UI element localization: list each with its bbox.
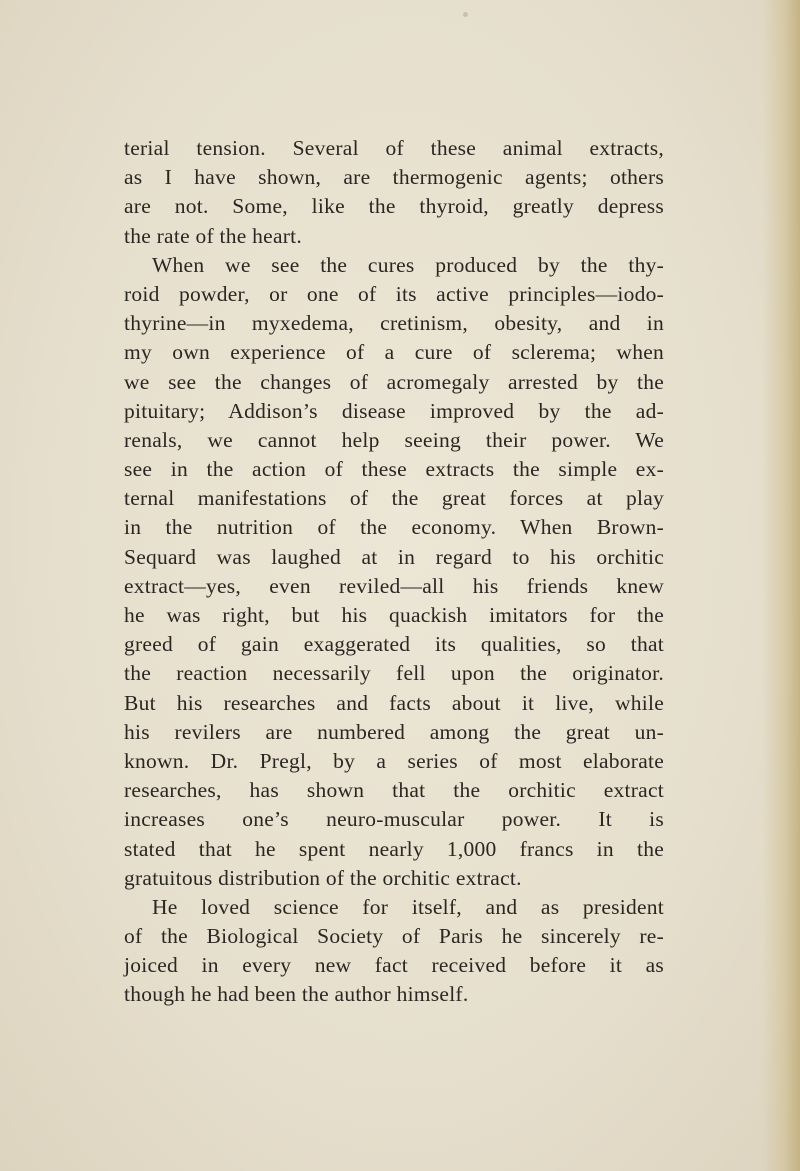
- text-line: known. Dr. Pregl, by a series of most elaborate: [124, 748, 664, 773]
- text-line: he was right, but his quackish imitators for the: [124, 603, 664, 627]
- text-line: joiced in every new fact received before it as: [124, 953, 664, 978]
- text-line: researches, has shown that the orchitic extract: [124, 778, 664, 803]
- body-text: [124, 134, 664, 1010]
- text-line: we see the changes of acromegaly arrested by the: [124, 369, 664, 394]
- page-speck: [463, 12, 468, 17]
- text-line: When we see the cures produced by the thy-: [152, 252, 664, 277]
- text-line: his revilers are numbered among the great un-: [124, 719, 664, 744]
- text-line: see in the action of these extracts the simple ex-: [124, 457, 664, 482]
- text-line: increases one’s neuro-muscular power. It is: [124, 807, 664, 832]
- text-line: the reaction necessarily fell upon the originator.: [124, 661, 664, 686]
- text-line: roid powder, or one of its active principles—iodo-: [124, 281, 664, 306]
- text-line: renals, we cannot help seeing their power. We: [124, 427, 664, 452]
- text-line: thyrine—in myxedema, cretinism, obesity, and in: [124, 311, 664, 336]
- text-line: greed of gain exaggerated its qualities, so that: [124, 632, 664, 657]
- text-line: extract—yes, even reviled—all his friends knew: [124, 573, 664, 598]
- text-line: But his researches and facts about it live, while: [124, 690, 664, 715]
- text-line: as I have shown, are thermogenic agents; others: [124, 165, 664, 190]
- text-line: pituitary; Addison’s disease improved by the ad-: [124, 398, 664, 423]
- text-line: ternal manifestations of the great forces at play: [124, 486, 664, 511]
- text-line: stated that he spent nearly 1,000 francs in the: [124, 836, 664, 861]
- text-line: my own experience of a cure of sclerema; when: [124, 340, 664, 365]
- page-edge-stain: [762, 0, 800, 1171]
- text-line: gratuitous distribution of the orchitic extract.: [124, 865, 522, 890]
- text-line: Sequard was laughed at in regard to his orchitic: [124, 544, 664, 569]
- text-line: He loved science for itself, and as president: [152, 894, 664, 919]
- text-line: are not. Some, like the thyroid, greatly depress: [124, 194, 664, 219]
- text-line: of the Biological Society of Paris he sincerely re-: [124, 924, 664, 949]
- text-line: the rate of the heart.: [124, 223, 303, 248]
- text-line: though he had been the author himself.: [124, 982, 469, 1007]
- text-line: terial tension. Several of these animal extracts,: [124, 136, 664, 160]
- text-line: in the nutrition of the economy. When Brown-: [124, 515, 664, 540]
